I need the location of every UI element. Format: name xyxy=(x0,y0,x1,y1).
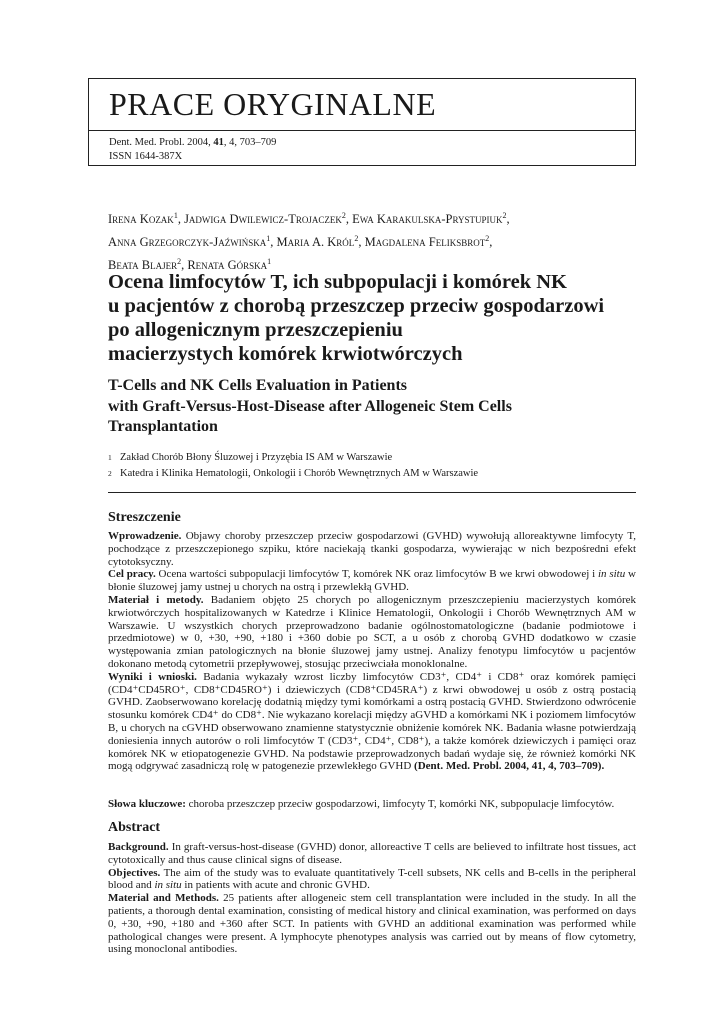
author-name: Anna Grzegorczyk-Jaźwińska xyxy=(108,235,267,250)
title-line: u pacjentów z chorobą przeszczep przeciw gospodarzowi xyxy=(108,295,605,317)
abstract-paragraph: Objectives. The aim of the study was to evaluate quantitatively T-cell subsets, NK cells and B-cells in the peripheral blood and in situ in patients with acute and chronic GVHD. xyxy=(108,866,636,892)
affiliation-text: Katedra i Klinika Hematologii, Onkologii i Chorób Wewnętrznych AM w Warszawie xyxy=(120,468,479,479)
article-title-polish xyxy=(108,270,708,366)
author-name: Renata Górska xyxy=(187,258,268,273)
title-line: with Graft-Versus-Host-Disease after Allogeneic Stem Cells xyxy=(108,397,512,415)
affiliation-item xyxy=(108,466,668,482)
title-line: macierzystych komórek krwiotwórczych xyxy=(108,343,463,365)
author-name: Ewa Karakulska-Prystupiuk xyxy=(352,212,503,227)
journal-section-title: PRACE ORYGINALNE xyxy=(109,86,437,122)
affiliation-number: 2 xyxy=(108,469,112,478)
journal-header-box xyxy=(88,78,636,166)
section-rule xyxy=(108,492,636,493)
citation-prefix: Dent. Med. Probl. 2004, xyxy=(109,137,214,148)
affiliations xyxy=(108,450,668,482)
author-name: Jadwiga Dwilewicz-Trojaczek xyxy=(184,212,342,227)
author-affiliation-mark: 2 xyxy=(341,211,346,220)
affiliation-item xyxy=(108,450,668,466)
author-affiliation-mark: 2 xyxy=(177,257,182,267)
streszczenie-heading: Streszczenie xyxy=(108,510,181,525)
author-affiliation-mark: 2 xyxy=(485,234,490,244)
article-title-english xyxy=(108,376,668,438)
title-line: Transplantation xyxy=(108,418,218,435)
abstract-body xyxy=(108,841,636,956)
issn: ISSN 1644-387X xyxy=(109,151,183,162)
affiliation-text: Zakład Chorób Błony Śluzowej i Przyzębia IS AM w Warszawie xyxy=(120,452,393,463)
affiliation-number: 1 xyxy=(108,453,112,462)
abstract-heading: Abstract xyxy=(108,820,161,835)
author-name: Irena Kozak xyxy=(108,212,174,227)
streszczenie-paragraph: Cel pracy. Ocena wartości subpopulacji limfocytów T, komórek NK oraz limfocytów B we krwi obwodowej i in situ w błonie śluzowej jamy ustnej u chorych na ostrą i przewlekłą GVHD. xyxy=(108,568,636,594)
title-line: po allogenicznym przeszczepieniu xyxy=(108,319,403,341)
abstract-paragraph: Background. In graft-versus-host-disease (GVHD) donor, alloreactive T cells are believed to infiltrate host tissues, act cytotoxically and thus cause clinical signs of disease. xyxy=(108,841,636,866)
author-name: Maria A. Król xyxy=(276,235,355,250)
streszczenie-paragraph: Wprowadzenie. Objawy choroby przeszczep przeciw gospodarzowi (GVHD) wywołują alloreaktywne limfocyty T, pochodzące z przeszczepionego szpiku, które naciekają tkanki gospodarza, wywierając w nich bezpośredni efekt cytotoksyczny. xyxy=(108,530,637,568)
title-line: Ocena limfocytów T, ich subpopulacji i komórek NK xyxy=(108,271,567,293)
author-list: Irena Kozak$^1$, Jadwiga Dwilewicz-Trojaczek$^2$, Ewa Karakulska-Prystupiuk$^2$, Anna Grzegorczyk-Jaźwińska$^1$, Maria A. Król$^2$, Magdalena Feliksbrot$^2$, Beata Blajer$^2$, Renata Górska$^1$ xyxy=(108,211,510,273)
author-affiliation-mark: 1 xyxy=(266,234,271,244)
author-name: Beata Blajer xyxy=(108,258,178,273)
citation-volume: 41 xyxy=(213,137,224,148)
streszczenie-body xyxy=(108,530,636,773)
author-affiliation-mark: 1 xyxy=(267,257,272,267)
streszczenie-paragraph: Wyniki i wnioski. Badania wykazały wzrost liczby limfocytów CD3⁺, CD4⁺ i CD8⁺ oraz komórek pamięci (CD4⁺CD45RO⁺, CD8⁺CD45RO⁺) i dziewiczych (CD8⁺CD45RA⁺) z krwi obwodowej u osób z ostrą postacią GVHD. Zaobserwowano korelację dodatnią między tymi komórkami a ostrą postacią GVHD. Stwierdzono odwrócenie stosunku komórek CD4⁺ do CD8⁺. Nie wykazano korelacji między aGVHD a komórkami NK i poziomem limfocytów B, u chorych na cGVHD obserwowano znamienne statystycznie obniżenie komórek NK. Badania własne potwierdzają doniesienia innych autorów o roli limfocytów T (CD3⁺, CD4⁺, CD8⁺), a także komórek dziewiczych i pamięci oraz komórek NK w etiopatogenezie GVHD. Na podstawie przeprowadzonych badań wydaje się, że również komórki NK mogą odgrywać zasadniczą rolę w patogenezie przewlekłego GVHD (Dent. Med. Probl. 2004, 41, 4, 703–709). xyxy=(108,670,636,773)
streszczenie-paragraph: Materiał i metody. Badaniem objęto 25 chorych po allogenicznym przeszczepieniu macierzystych komórek krwiotwórczych hospitalizowanych w Katedrze i Klinice Hematologii, Onkologii i Chorób Wewnętrznych AM w Warszawie. U wszystkich chorych przeprowadzono badanie ogólnostomatologiczne (badanie podmiotowe i przedmiotowe) w 0, +30, +90, +180 i +360 dobie po SCT, a u osób z chorobą GVHD dodatkowo w czasie występowania zmian patologicznych na błonie śluzowej jamy ustnej. Analizy fenotypu limfocytów u pacjentów dokonano metodą cytometrii przepływowej, stosując przeciwciała monoklonalne. xyxy=(108,593,636,670)
keywords: Słowa kluczowe: choroba przeszczep przeciw gospodarzowi, limfocyty T, komórki NK, subpopulacje limfocytów. xyxy=(108,798,615,810)
header-divider xyxy=(89,130,635,131)
abstract-paragraph: Material and Methods. 25 patients after allogeneic stem cell transplantation were included in the study. In all the patients, a thorough dental examination, consisting of medical history and clinical examination, was performed on days 0, +30, +90, +180 and +360 after SCT. In patients with GVHD an additional examination was performed while pathological changes were present. A lymphocyte phenotypes analysis was carried out by means of flow cytometry, using monoclonal antibodies. xyxy=(108,892,637,956)
title-line: T-Cells and NK Cells Evaluation in Patients xyxy=(108,377,408,394)
author-name: Magdalena Feliksbrot xyxy=(364,235,486,250)
author-affiliation-mark: 1 xyxy=(173,211,178,220)
journal-citation xyxy=(109,136,276,164)
citation-suffix: , 4, 703–709 xyxy=(223,137,277,148)
author-affiliation-mark: 2 xyxy=(354,234,359,244)
author-affiliation-mark: 2 xyxy=(502,211,507,220)
